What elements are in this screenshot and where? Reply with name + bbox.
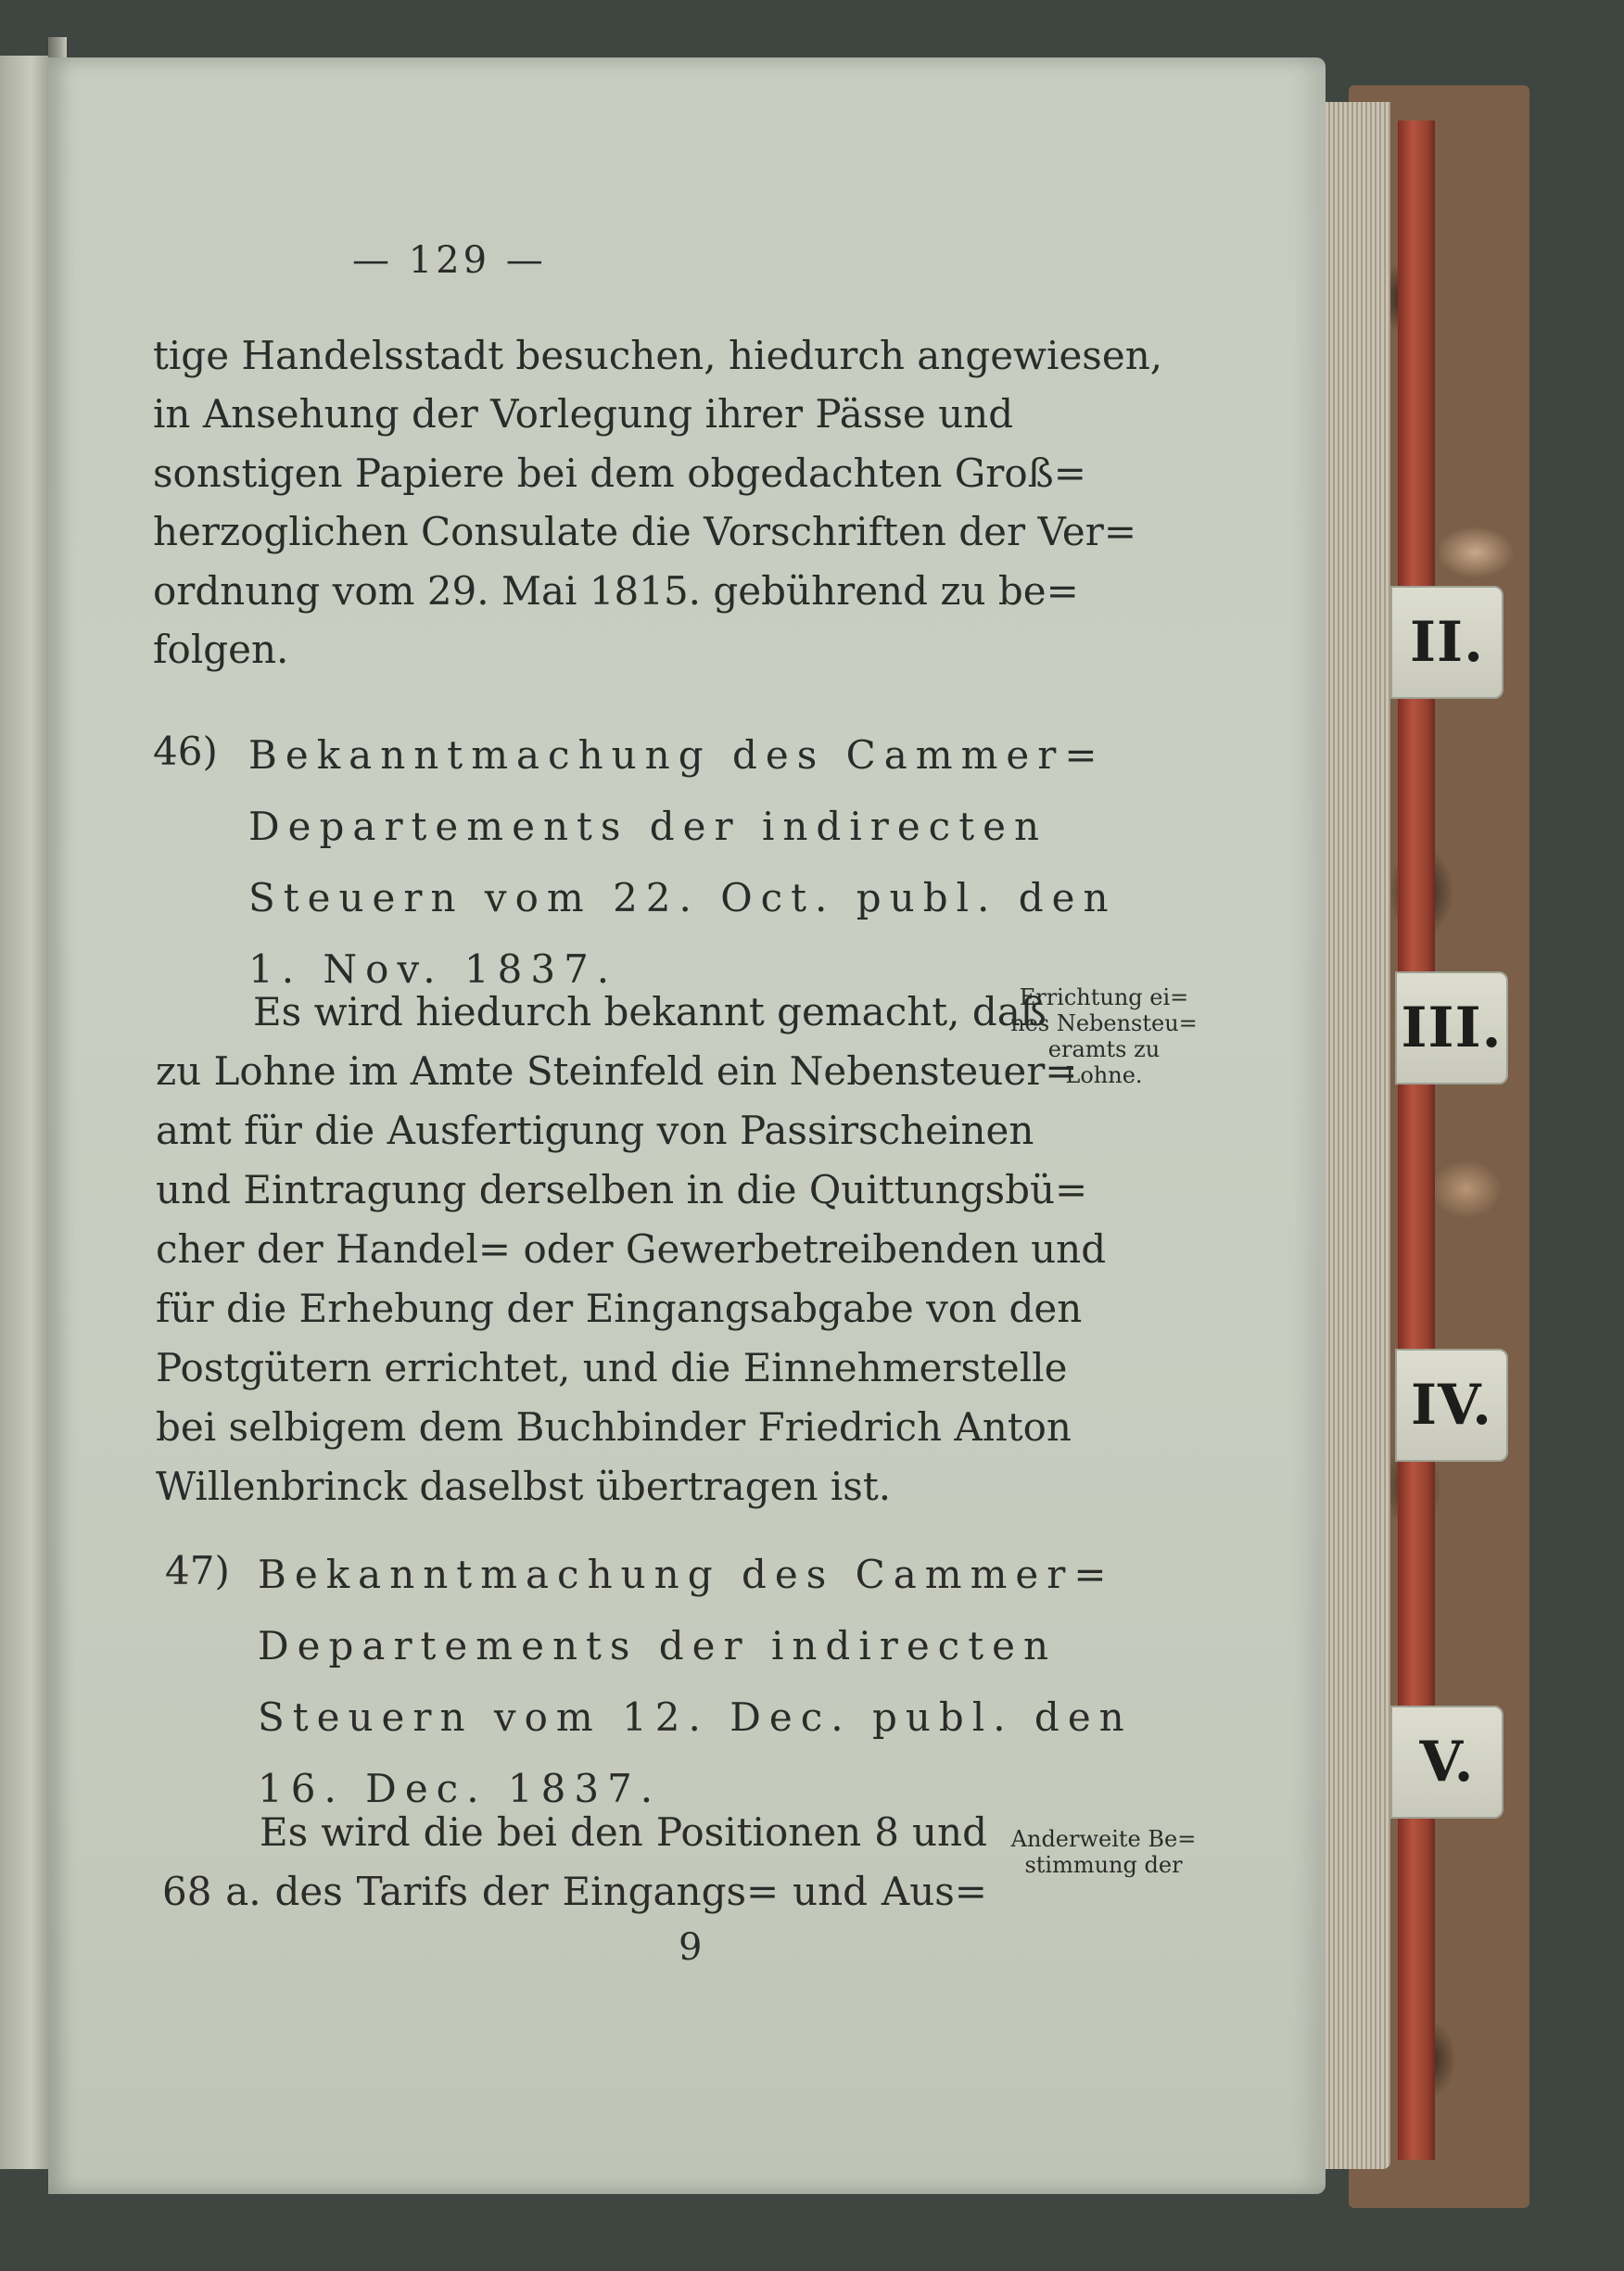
text-line: Es wird hiedurch bekannt gemacht, daß xyxy=(253,989,1047,1034)
heading-line: 1. Nov. 1837. xyxy=(248,946,618,992)
text-line: Willenbrinck daselbst übertragen ist. xyxy=(156,1464,892,1509)
heading-line: Steuern vom 12. Dec. publ. den xyxy=(258,1694,1133,1740)
heading-line: Departements der indirecten xyxy=(258,1623,1057,1668)
text-line: zu Lohne im Amte Steinfeld ein Nebensteuer= xyxy=(156,1048,1078,1094)
note-line: stimmung der xyxy=(1024,1852,1183,1878)
text-line: und Eintragung derselben in die Quittungsbü= xyxy=(156,1167,1088,1212)
text-line: 68 a. des Tarifs der Eingangs= und Aus= xyxy=(162,1869,987,1914)
note-line: Errichtung ei= xyxy=(1019,984,1189,1010)
index-tab-v[interactable] xyxy=(1390,1706,1503,1819)
red-fore-edge xyxy=(1398,121,1435,2160)
continuation-paragraph xyxy=(153,326,1163,679)
entry-number: 47) xyxy=(165,1548,230,1593)
text-line: amt für die Ausfertigung von Passirscheinen xyxy=(156,1108,1034,1153)
heading-line: Bekanntmachung des Cammer= xyxy=(258,1552,1115,1597)
heading-line: Steuern vom 22. Oct. publ. den xyxy=(248,875,1117,920)
tab-label: II. xyxy=(1409,610,1485,675)
page-header: — 129 — xyxy=(352,239,547,282)
text-line: ordnung vom 29. Mai 1815. gebührend zu be= xyxy=(153,567,1079,614)
entry-heading xyxy=(248,719,1117,1005)
margin-note xyxy=(999,1826,1208,1878)
text-line: Es wird die bei den Positionen 8 und xyxy=(260,1809,987,1855)
index-tab-iv[interactable] xyxy=(1395,1349,1508,1462)
heading-line: 16. Dec. 1837. xyxy=(258,1766,662,1811)
note-line: eramts zu xyxy=(1047,1036,1161,1062)
text-line: Postgütern errichtet, und die Einnehmerstelle xyxy=(156,1345,1068,1390)
text-line: sonstigen Papiere bei dem obgedachten Groß= xyxy=(153,450,1086,496)
margin-note xyxy=(1003,984,1205,1088)
heading-line: Bekanntmachung des Cammer= xyxy=(248,732,1106,778)
entry-heading xyxy=(258,1539,1133,1824)
tab-label: V. xyxy=(1419,1730,1475,1795)
entry-paragraph xyxy=(162,1803,987,1922)
text-line: cher der Handel= oder Gewerbetreibenden und xyxy=(156,1226,1107,1272)
tab-label: III. xyxy=(1401,996,1503,1060)
text-line: folgen. xyxy=(153,627,289,673)
note-line: Anderweite Be= xyxy=(1010,1826,1197,1852)
tab-label: IV. xyxy=(1410,1373,1493,1438)
text-line: herzoglichen Consulate die Vorschriften der Ver= xyxy=(153,509,1137,555)
text-line: in Ansehung der Vorlegung ihrer Pässe und xyxy=(153,391,1014,438)
text-line: für die Erhebung der Eingangsabgabe von den xyxy=(156,1286,1083,1331)
heading-line: Departements der indirecten xyxy=(248,804,1047,849)
index-tab-ii[interactable] xyxy=(1390,586,1503,699)
note-line: nes Nebensteu= xyxy=(1010,1010,1198,1036)
text-line: tige Handelsstadt besuchen, hiedurch angewiesen, xyxy=(153,333,1163,378)
text-line: bei selbigem dem Buchbinder Friedrich Anton xyxy=(156,1404,1072,1450)
signature-mark: 9 xyxy=(679,1926,703,1969)
index-tab-iii[interactable] xyxy=(1395,971,1508,1085)
entry-number: 46) xyxy=(153,729,218,774)
note-line: Lohne. xyxy=(1065,1062,1143,1088)
